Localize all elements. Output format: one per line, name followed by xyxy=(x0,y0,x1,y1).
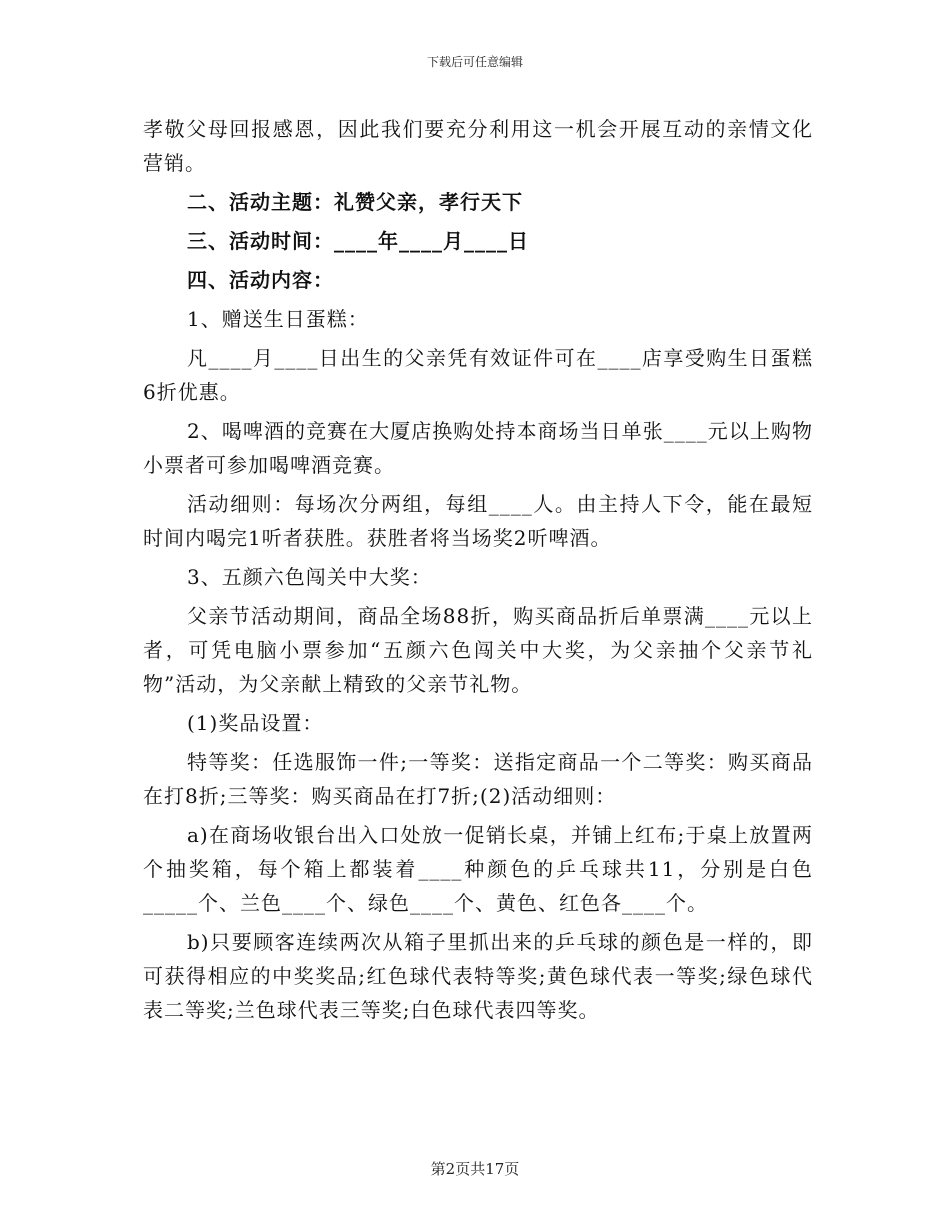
item-beer-contest: 2、喝啤酒的竞赛在大厦店换购处持本商场当日单张____元以上购物小票者可参加喝啤酒竞赛。 xyxy=(143,419,813,477)
heading-activity-content: 四、活动内容： xyxy=(187,268,334,292)
item-birthday-cake: 1、赠送生日蛋糕： xyxy=(187,307,369,331)
document-body xyxy=(143,112,813,1027)
heading-activity-theme: 二、活动主题：礼赞父亲，孝行天下 xyxy=(187,190,523,214)
paragraph-beer-contest-rules: 活动细则：每场次分两组，每组____人。由主持人下令，能在最短时间内喝完1听者获胜。获胜者将当场奖2听啤酒。 xyxy=(143,492,813,550)
subitem-prize-setup: (1)奖品设置： xyxy=(187,711,324,735)
item-color-lottery: 3、五颜六色闯关中大奖： xyxy=(187,565,432,589)
paragraph-prize-list: 特等奖：任选服饰一件;一等奖：送指定商品一个二等奖：购买商品在打8折;三等奖：购买商品在打7折;(2)活动细则： xyxy=(143,750,813,808)
paragraph-rule-a: a)在商场收银台出入口处放一促销长桌，并铺上红布;于桌上放置两个抽奖箱，每个箱上都装着____种颜色的乒乓球共11，分别是白色_____个、兰色____个、绿色____个、黄色、红色各____个。 xyxy=(143,823,813,915)
page-number-footer: 第2页共17页 xyxy=(430,1160,520,1178)
paragraph-color-lottery-desc: 父亲节活动期间，商品全场88折，购买商品折后单票满____元以上者，可凭电脑小票参加“五颜六色闯关中大奖，为父亲抽个父亲节礼物”活动，为父亲献上精致的父亲节礼物。 xyxy=(143,604,813,696)
heading-activity-time: 三、活动时间：____年____月____日 xyxy=(187,229,529,253)
paragraph-intro-continuation: 孝敬父母回报感恩，因此我们要充分利用这一机会开展互动的亲情文化营销。 xyxy=(143,117,813,175)
paragraph-rule-b: b)只要顾客连续两次从箱子里抓出来的乒乓球的颜色是一样的，即可获得相应的中奖奖品;红色球代表特等奖;黄色球代表一等奖;绿色球代表二等奖;兰色球代表三等奖;白色球代表四等奖。 xyxy=(143,930,813,1022)
paragraph-birthday-cake-offer: 凡____月____日出生的父亲凭有效证件可在____店享受购生日蛋糕6折优惠。 xyxy=(143,346,813,404)
page-header-note: 下载后可任意编辑 xyxy=(426,55,523,69)
